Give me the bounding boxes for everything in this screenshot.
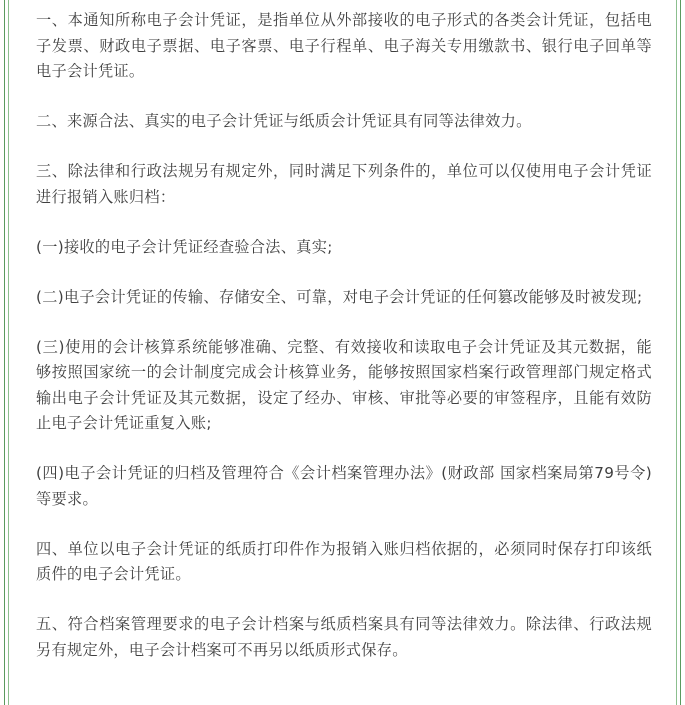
paragraph-5-electronic-archives: 五、符合档案管理要求的电子会计档案与纸质档案具有同等法律效力。除法律、行政法规另有规定外，电子会计档案可不再另以纸质形式保存。 xyxy=(36,615,652,659)
paragraph-2-legal-effect: 二、来源合法、真实的电子会计凭证与纸质会计凭证具有同等法律效力。 xyxy=(36,112,532,130)
condition-2: (二)电子会计凭证的传输、存储安全、可靠，对电子会计凭证的任何篡改能够及时被发现; xyxy=(36,287,643,306)
condition-4: (四)电子会计凭证的归档及管理符合《会计档案管理办法》(财政部 国家档案局第79号令)等要求。 xyxy=(36,464,652,508)
left-border-inner xyxy=(8,0,9,705)
document-body xyxy=(36,8,652,688)
paragraph-1-definition: 一、本通知所称电子会计凭证，是指单位从外部接收的电子形式的各类会计凭证，包括电子发票、财政电子票据、电子客票、电子行程单、电子海关专用缴款书、银行电子回单等电子会计凭证。 xyxy=(36,11,652,80)
right-border-outer xyxy=(680,0,681,705)
paragraph-3-conditions: 三、除法律和行政法规另有规定外，同时满足下列条件的，单位可以仅使用电子会计凭证进行报销入账归档： xyxy=(36,162,652,206)
right-border-inner xyxy=(676,0,677,705)
left-border-outer xyxy=(4,0,5,705)
condition-3: (三)使用的会计核算系统能够准确、完整、有效接收和读取电子会计凭证及其元数据，能够按照国家统一的会计制度完成会计核算业务，能够按照国家档案行政管理部门规定格式输出电子会计凭证及其元数据，设定了经办、审核、审批等必要的审签程序，且能有效防止电子会计凭证重复入账; xyxy=(36,337,652,432)
paragraph-4-printed-copies: 四、单位以电子会计凭证的纸质打印件作为报销入账归档依据的，必须同时保存打印该纸质件的电子会计凭证。 xyxy=(36,539,652,583)
condition-1: (一)接收的电子会计凭证经查验合法、真实; xyxy=(36,237,333,256)
